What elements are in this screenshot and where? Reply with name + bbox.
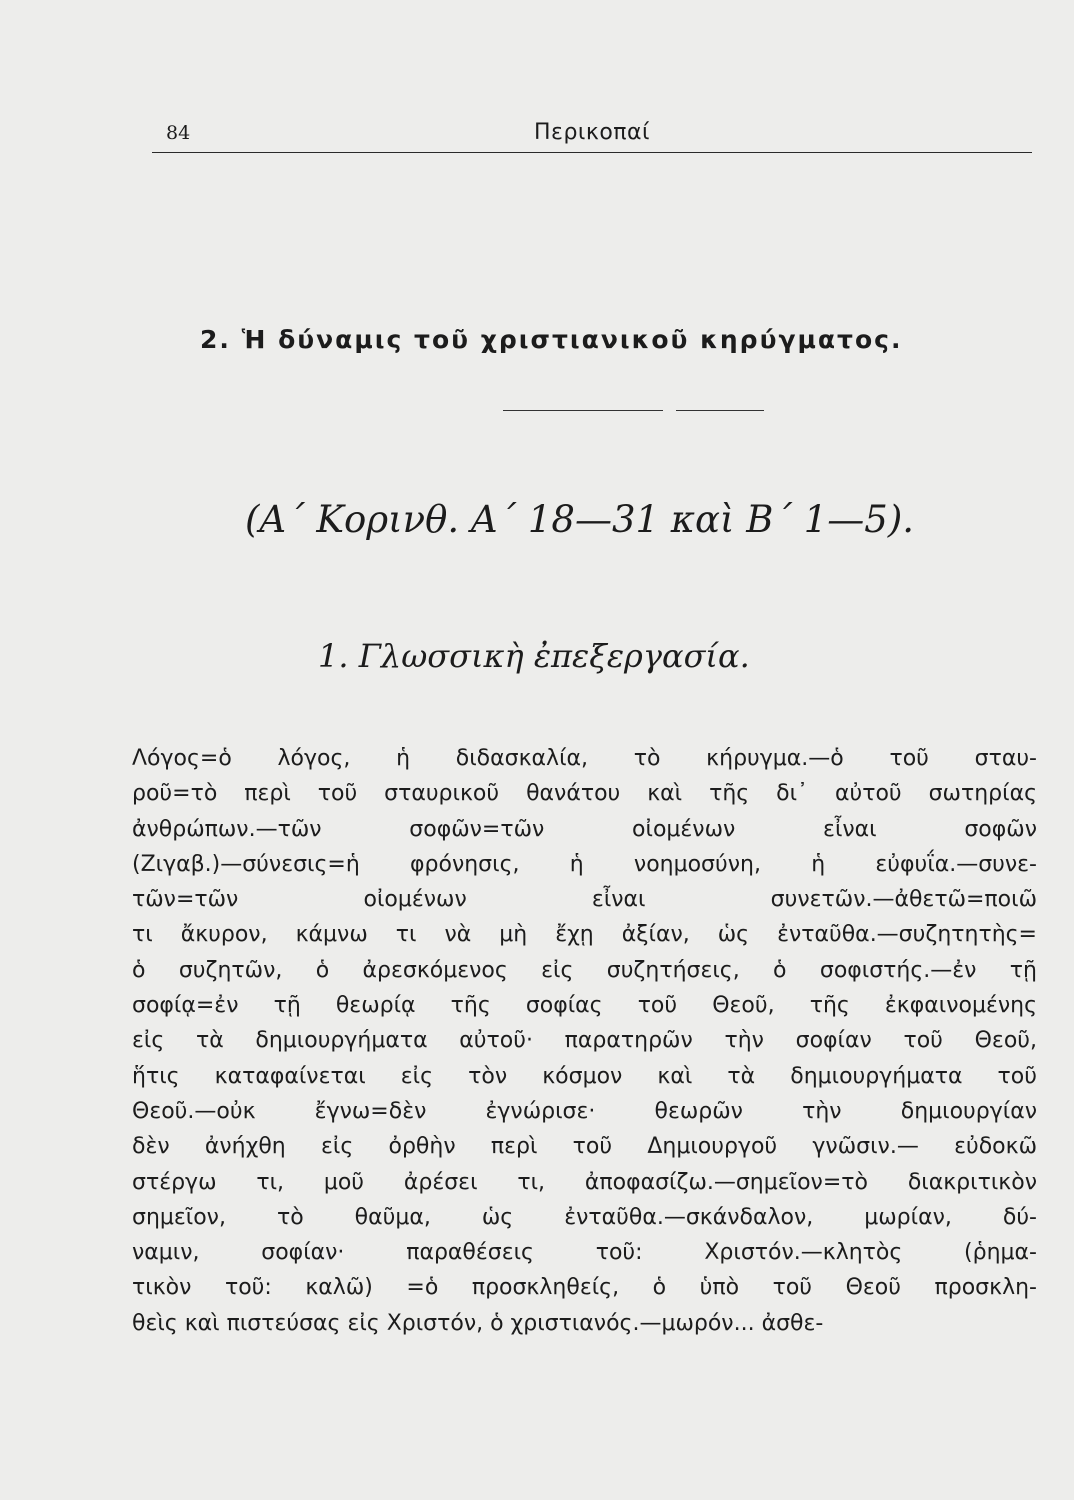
text-line: τι ἄκυρον, κάμνω τι νὰ μὴ ἔχῃ ἀξίαν, ὡς ἐνταῦθα.—συζητητὴς= bbox=[132, 922, 1037, 948]
text-line: στέργω τι, μοῦ ἀρέσει τι, ἀποφασίζω.—σημεῖον=τὸ διακριτικὸν bbox=[132, 1169, 1037, 1195]
running-head bbox=[152, 118, 1032, 153]
text-line: ροῦ=τὸ περὶ τοῦ σταυρικοῦ θανάτου καὶ τῆς δι᾽ αὐτοῦ σωτηρίας bbox=[132, 781, 1037, 807]
text-line: ἥτις καταφαίνεται εἰς τὸν κόσμον καὶ τὰ δημιουργήματα τοῦ bbox=[132, 1063, 1037, 1089]
body-text bbox=[132, 741, 1037, 1341]
text-line: ὁ συζητῶν, ὁ ἀρεσκόμενος εἰς συζητήσεις, ὁ σοφιστής.—ἐν τῇ bbox=[132, 957, 1037, 983]
text-line: σημεῖον, τὸ θαῦμα, ὡς ἐνταῦθα.—σκάνδαλον, μωρίαν, δύ- bbox=[132, 1204, 1037, 1230]
text-line: τικὸν τοῦ: καλῶ) =ὁ προσκληθείς, ὁ ὑπὸ τοῦ Θεοῦ προσκλη- bbox=[132, 1275, 1037, 1301]
text-line: ἀνθρώπων.—τῶν σοφῶν=τῶν οἰομένων εἶναι σοφῶν bbox=[132, 816, 1037, 842]
text-line: (Ζιγαβ.)—σύνεσις=ἡ φρόνησις, ἡ νοημοσύνη, ἡ εὐφυΐα.—συνε- bbox=[132, 851, 1037, 877]
text-line: δὲν ἀνήχθη εἰς ὀρθὴν περὶ τοῦ Δημιουργοῦ γνῶσιν.— εὐδοκῶ bbox=[132, 1134, 1037, 1160]
ornamental-rule-tail bbox=[676, 410, 764, 411]
ornamental-rule bbox=[503, 410, 663, 411]
scripture-reference: (Α΄ Κορινθ. Α΄ 18—31 καὶ Β΄ 1—5). bbox=[245, 498, 915, 541]
running-title: Περικοπαί bbox=[534, 120, 650, 145]
text-line: Θεοῦ.—οὐκ ἔγνω=δὲν ἐγνώρισε· θεωρῶν τὴν δημιουργίαν bbox=[132, 1098, 1037, 1124]
text-line: Λόγος=ὁ λόγος, ἡ διδασκαλία, τὸ κήρυγμα.—ὁ τοῦ σταυ- bbox=[132, 746, 1037, 771]
text-line: τῶν=τῶν οἰομένων εἶναι συνετῶν.—ἀθετῶ=ποιῶ bbox=[132, 887, 1037, 913]
text-line: θεὶς καὶ πιστεύσας εἰς Χριστόν, ὁ χριστιανός.—μωρόν... ἀσθε- bbox=[132, 1310, 824, 1336]
text-line: σοφίᾳ=ἐν τῇ θεωρίᾳ τῆς σοφίας τοῦ Θεοῦ, τῆς ἐκφαινομένης bbox=[132, 993, 1037, 1019]
page-number: 84 bbox=[166, 122, 191, 144]
section-heading: 1. Γλωσσικὴ ἐπεξεργασία. bbox=[318, 637, 750, 675]
text-line: εἰς τὰ δημιουργήματα αὐτοῦ· παρατηρῶν τὴν σοφίαν τοῦ Θεοῦ, bbox=[132, 1028, 1037, 1054]
chapter-heading: 2. Ἡ δύναμις τοῦ χριστιανικοῦ κηρύγματος. bbox=[200, 325, 903, 354]
text-line: ναμιν, σοφίαν· παραθέσεις τοῦ: Χριστόν.—κλητὸς (ῥημα- bbox=[132, 1240, 1037, 1266]
